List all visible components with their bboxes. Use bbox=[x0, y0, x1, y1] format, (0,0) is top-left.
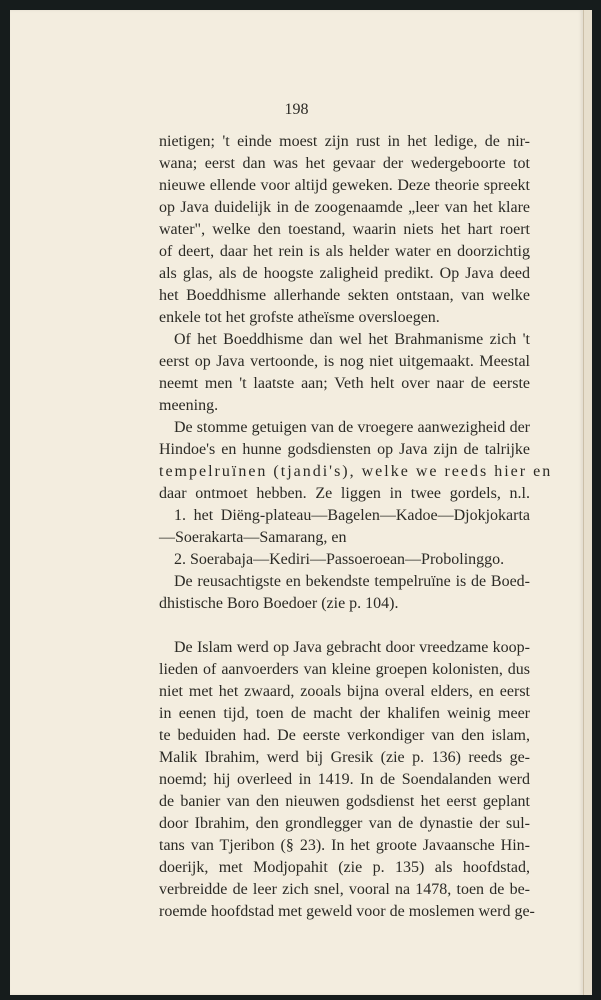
text-line: De reusachtigste en bekendste tempelruïne is de Boed- bbox=[174, 573, 530, 590]
text-line: dhistische Boro Boedoer (zie p. 104). bbox=[159, 595, 399, 612]
text-line: noemd; hij overleed in 1419. In de Soendalanden werd bbox=[159, 771, 530, 788]
text-line: tans van Tjeribon (§ 23). In het groote Javaansche Hin- bbox=[159, 837, 530, 854]
text-line: meening. bbox=[159, 397, 219, 414]
text-line: water", welke den toestand, waarin niets het hart roert bbox=[159, 221, 530, 238]
text-line: doerijk, met Modjopahit (zie p. 135) als hoofdstad, bbox=[159, 859, 530, 876]
text-line: tempelruïnen (tjandi's), welke we reeds hier en bbox=[159, 463, 553, 480]
text-line: nieuwe ellende voor altijd geweken. Deze theorie spreekt bbox=[159, 177, 530, 194]
text-line: verbreidde de leer zich snel, vooral na 1478, toen de be- bbox=[159, 881, 530, 898]
text-line: als glas, als de hoogste zaligheid predikt. Op Java deed bbox=[159, 265, 530, 282]
text-line: het Boeddhisme allerhande sekten ontstaan, van welke bbox=[159, 287, 530, 304]
text-line: De stomme getuigen van de vroegere aanwezigheid der bbox=[174, 419, 530, 436]
text-line: lieden of aanvoerders van kleine groepen kolonisten, dus bbox=[159, 661, 530, 678]
text-line: —Soerakarta—Samarang, en bbox=[159, 529, 347, 546]
text-line: neemt men 't laatste aan; Veth helt over naar de eerste bbox=[159, 375, 530, 392]
text-line: eerst op Java vertoonde, is nog niet uitgemaakt. Meestal bbox=[159, 353, 530, 370]
text-line: daar ontmoet hebben. Ze liggen in twee gordels, n.l. bbox=[159, 485, 530, 502]
text-line: wana; eerst dan was het gevaar der wedergeboorte tot bbox=[159, 155, 530, 172]
page-edge bbox=[583, 10, 592, 995]
text-line: door Ibrahim, den grondlegger van de dynastie der sul- bbox=[159, 815, 530, 832]
text-line: te beduiden had. De eerste verkondiger van den islam, bbox=[159, 727, 530, 744]
text-line: Malik Ibrahim, werd bij Gresik (zie p. 136) reeds ge- bbox=[159, 749, 530, 766]
text-line: niet met het zwaard, zooals bijna overal elders, en eerst bbox=[159, 683, 530, 700]
text-line: De Islam werd op Java gebracht door vreedzame koop- bbox=[174, 639, 530, 656]
text-line: roemde hoofdstad met geweld voor de moslemen werd ge- bbox=[159, 903, 535, 920]
text-line: enkele tot het grofste atheïsme oversloegen. bbox=[159, 309, 440, 326]
text-line: op Java duidelijk in de zoogenaamde „leer van het klare bbox=[159, 199, 530, 216]
text-line: 2. Soerabaja—Kediri—Passoeroean—Probolinggo. bbox=[174, 551, 505, 568]
text-line: in eenen tijd, toen de macht der khalifen weinig meer bbox=[159, 705, 530, 722]
text-line: Hindoe's en hunne godsdiensten op Java zijn de talrijke bbox=[159, 441, 530, 458]
page-number: 198 bbox=[284, 101, 309, 118]
text-line: 1. het Diëng-plateau—Bagelen—Kadoe—Djokjokarta bbox=[174, 507, 530, 524]
text-line: de banier van den nieuwen godsdienst het eerst geplant bbox=[159, 793, 530, 810]
text-line: Of het Boeddhisme dan wel het Brahmanisme zich 't bbox=[174, 331, 530, 348]
text-line: of deert, daar het rein is als helder water en doorzichtig bbox=[159, 243, 530, 260]
text-line: nietigen; 't einde moest zijn rust in het ledige, de nir- bbox=[159, 133, 530, 150]
book-page bbox=[10, 10, 583, 995]
